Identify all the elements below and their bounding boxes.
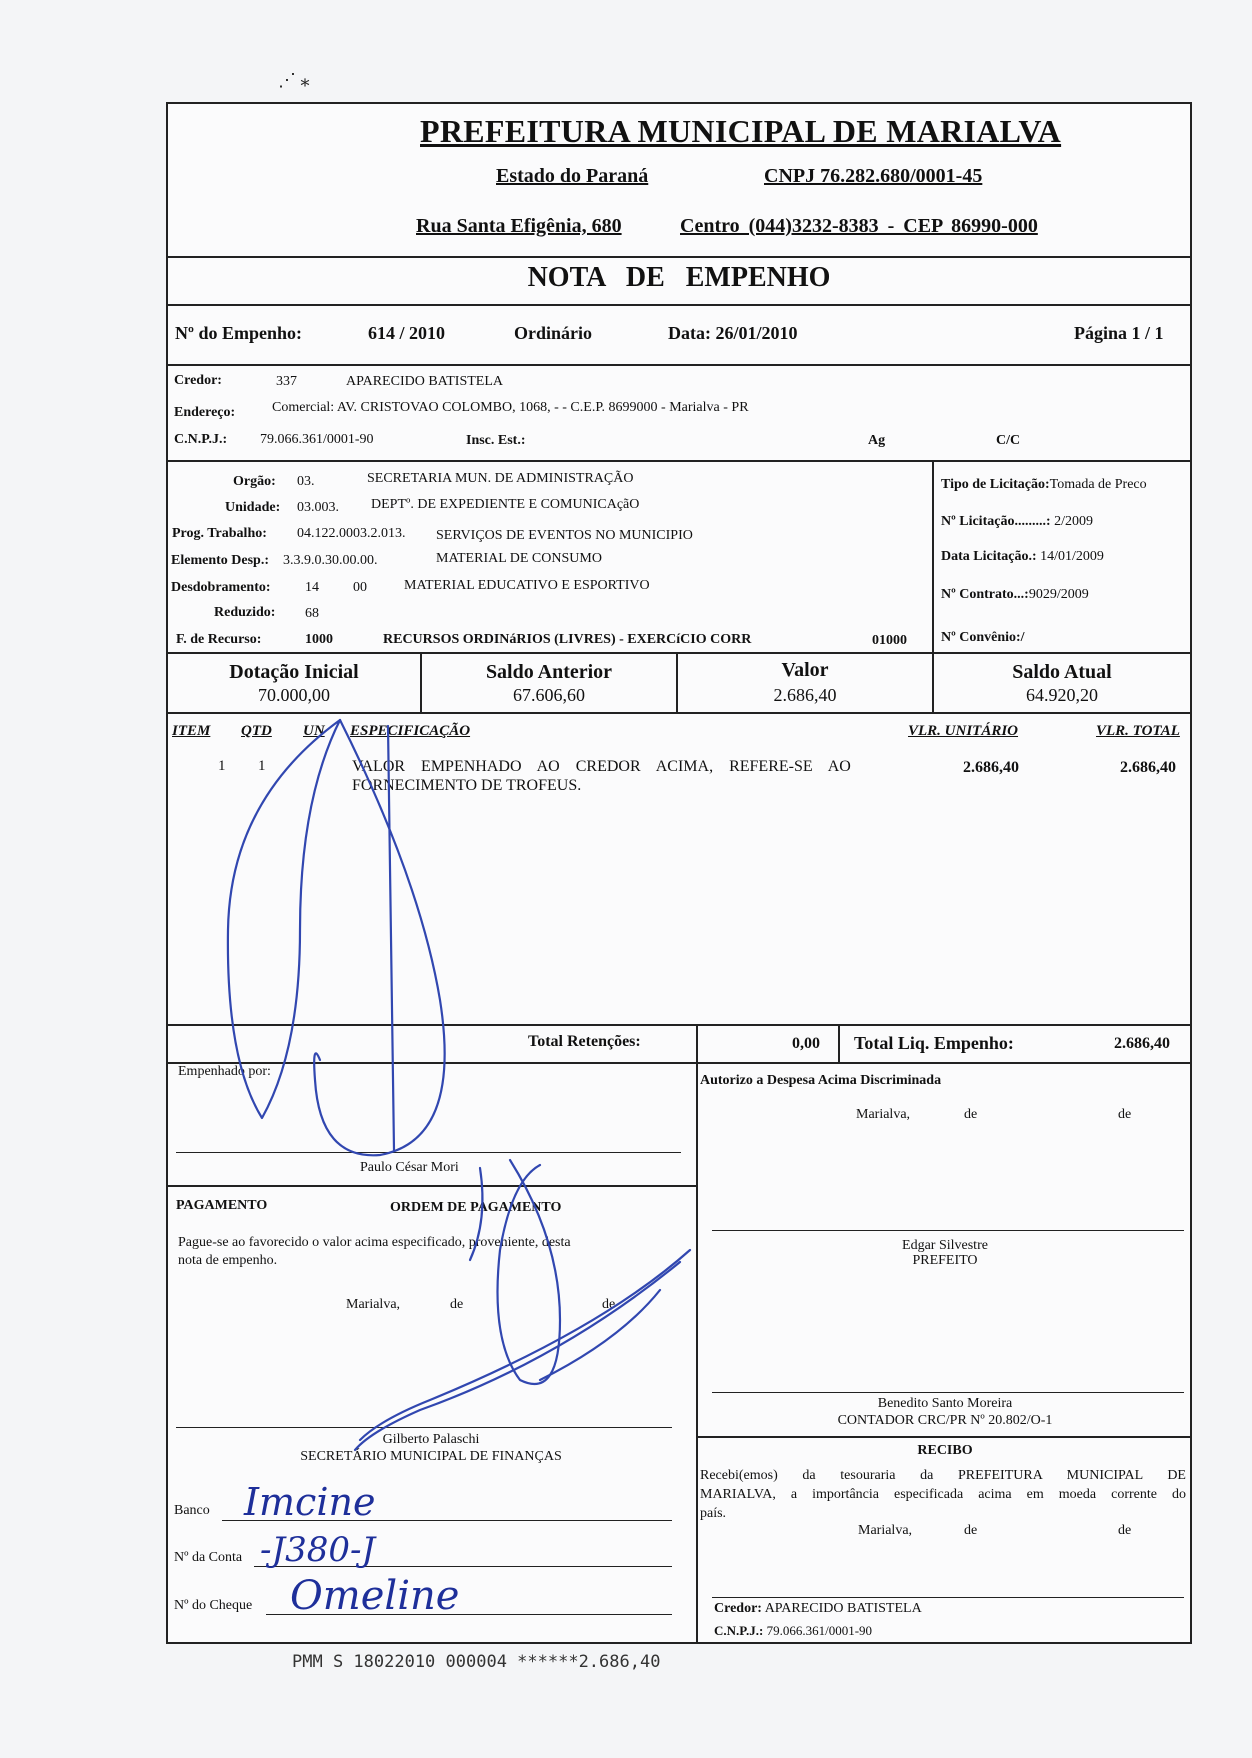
total-retencoes-label: Total Retenções:	[528, 1033, 641, 1050]
autorizo-de2: de	[1118, 1107, 1132, 1122]
col-especificacao: ESPECIFICAÇÃO	[350, 723, 471, 739]
mayor-name: Edgar Silvestre	[902, 1238, 988, 1253]
mayor-title: PREFEITO	[912, 1253, 978, 1268]
reduzido-label: Reduzido:	[214, 605, 276, 620]
recibo-de2: de	[1118, 1523, 1132, 1538]
recibo-text-line2: MARIALVA, a importância especificada acima em moeda corrente do	[700, 1487, 1186, 1502]
item-number: 1	[218, 758, 226, 774]
pagamento-de1: de	[450, 1297, 464, 1312]
recibo-label: RECIBO	[917, 1443, 973, 1458]
autorizo-de1: de	[964, 1107, 978, 1122]
empenhado-por-label: Empenhado por:	[178, 1064, 271, 1079]
total-liquido-value: 2.686,40	[1114, 1035, 1170, 1052]
orgao-label: Orgão:	[233, 474, 276, 489]
valor-label: Valor	[781, 659, 829, 681]
empenho-date: Data: 26/01/2010	[668, 323, 798, 343]
orgao-name: SECRETARIA MUN. DE ADMINISTRAÇÃO	[367, 471, 634, 486]
col-un: UN	[303, 723, 325, 739]
pagamento-de2: de	[602, 1297, 616, 1312]
saldo-anterior-label: Saldo Anterior	[485, 661, 613, 683]
recibo-de1: de	[964, 1523, 978, 1538]
empenho-number-label: Nº do Empenho:	[175, 323, 302, 343]
insc-est-label: Insc. Est.:	[466, 433, 526, 448]
dotacao-inicial-label: Dotação Inicial	[229, 661, 359, 683]
credor-cnpj: 79.066.361/0001-90	[260, 432, 374, 447]
recibo-place: Marialva,	[858, 1523, 913, 1538]
item-qtd: 1	[258, 758, 266, 774]
item-spec-line2: FORNECIMENTO DE TROFEUS.	[352, 777, 582, 794]
credor-name: APARECIDO BATISTELA	[346, 374, 503, 389]
saldo-atual-label: Saldo Atual	[1012, 661, 1112, 683]
document-title: NOTA DE EMPENHO	[527, 262, 831, 293]
saldo-anterior-value: 67.606,60	[513, 685, 585, 705]
prog-trabalho-code: 04.122.0003.2.013.	[297, 526, 406, 541]
recibo-credor: Credor: APARECIDO BATISTELA	[714, 1601, 922, 1616]
recibo-cnpj: C.N.P.J.: 79.066.361/0001-90	[714, 1623, 873, 1638]
saldo-atual-value: 64.920,20	[1026, 685, 1098, 705]
recurso-label: F. de Recurso:	[176, 632, 262, 647]
cheque-handwritten: Omeline	[290, 1573, 460, 1619]
cc-label: C/C	[996, 433, 1021, 448]
num-licitacao-label: Nº Licitação.........: 2/2009	[941, 514, 1093, 529]
endereco-label: Endereço:	[174, 405, 236, 420]
data-licitacao-label: Data Licitação.: 14/01/2009	[941, 549, 1104, 564]
item-unit-value: 2.686,40	[963, 759, 1019, 776]
contrato-label: Nº Contrato...:9029/2009	[941, 587, 1089, 602]
contact-label: Centro (044)3232-8383 - CEP 86990-000	[680, 215, 1038, 237]
cnpj-label: CNPJ 76.282.680/0001-45	[764, 165, 983, 187]
total-liquido-label: Total Liq. Empenho:	[854, 1033, 1014, 1053]
unidade-code: 03.003.	[297, 500, 339, 515]
recurso-name: RECURSOS ORDINáRIOS (LIVRES) - EXERCíCIO CORR	[383, 632, 752, 647]
credor-code: 337	[276, 374, 297, 389]
reduzido-value: 68	[305, 606, 319, 621]
state-label: Estado do Paraná	[496, 165, 649, 187]
contador-name: Benedito Santo Moreira	[877, 1396, 1013, 1411]
banco-label: Banco	[174, 1503, 210, 1518]
page-number: Página 1 / 1	[1074, 323, 1164, 343]
contador-title: CONTADOR CRC/PR Nº 20.802/O-1	[837, 1413, 1053, 1428]
elemento-name: MATERIAL DE CONSUMO	[436, 551, 602, 566]
elemento-code: 3.3.9.0.30.00.00.	[283, 553, 378, 568]
pagamento-place: Marialva,	[346, 1297, 401, 1312]
convenio-label: Nº Convênio:/	[941, 630, 1025, 645]
unidade-name: DEPTº. DE EXPEDIENTE E COMUNICAçãO	[371, 497, 640, 512]
page-title: PREFEITURA MUNICIPAL DE MARIALVA	[420, 113, 1062, 149]
print-stamp: PMM S 18022010 000004 ******2.686,40	[292, 1652, 661, 1672]
col-qtd: QTD	[241, 723, 272, 739]
cnpj-label-credor: C.N.P.J.:	[174, 432, 228, 447]
tipo-licitacao-label: Tipo de Licitação:Tomada de Preco	[941, 477, 1147, 492]
ordem-pagamento-label: ORDEM DE PAGAMENTO	[390, 1200, 562, 1215]
prog-trabalho-name: SERVIÇOS DE EVENTOS NO MUNICIPIO	[436, 528, 693, 543]
scan-mark: ⋰ ⁎	[278, 70, 310, 90]
credor-label: Credor:	[174, 373, 222, 388]
ag-label: Ag	[868, 433, 886, 448]
elemento-label: Elemento Desp.:	[171, 553, 269, 568]
empenhado-por-name: Paulo César Mori	[360, 1160, 459, 1175]
empenho-number: 614 / 2010	[368, 323, 446, 343]
total-retencoes-value: 0,00	[792, 1035, 820, 1052]
cheque-label: Nº do Cheque	[174, 1598, 253, 1613]
empenho-type: Ordinário	[514, 323, 593, 343]
banco-handwritten: Imcine	[244, 1480, 376, 1524]
item-spec-line1: VALOR EMPENHADO AO CREDOR ACIMA, REFERE-SE AO	[352, 758, 851, 775]
dotacao-inicial-value: 70.000,00	[258, 685, 330, 705]
unidade-label: Unidade:	[225, 500, 281, 515]
pagamento-label: PAGAMENTO	[176, 1198, 268, 1213]
recibo-text-line1: Recebi(emos) da tesouraria da PREFEITURA MUNICIPAL DE	[700, 1468, 1186, 1483]
item-total-value: 2.686,40	[1120, 759, 1176, 776]
desdobramento-code2: 00	[353, 580, 367, 595]
col-vlr-unitario: VLR. UNITÁRIO	[908, 723, 1019, 739]
conta-label: Nº da Conta	[174, 1550, 243, 1565]
col-vlr-total: VLR. TOTAL	[1096, 723, 1180, 739]
address-label: Rua Santa Efigênia, 680	[416, 215, 622, 237]
pagamento-text-line2: nota de empenho.	[178, 1253, 278, 1268]
orgao-code: 03.	[297, 474, 315, 489]
desdobramento-label: Desdobramento:	[171, 580, 271, 595]
conta-handwritten: -J380-J	[260, 1530, 376, 1570]
secretario-title: SECRETÁRIO MUNICIPAL DE FINANÇAS	[300, 1449, 562, 1464]
desdobramento-name: MATERIAL EDUCATIVO E ESPORTIVO	[404, 578, 650, 593]
secretario-name: Gilberto Palaschi	[382, 1432, 480, 1447]
pagamento-text-line1: Pague-se ao favorecido o valor acima especificado, proveniente, desta	[178, 1235, 571, 1250]
valor-value: 2.686,40	[773, 685, 837, 705]
autorizo-label: Autorizo a Despesa Acima Discriminada	[700, 1073, 942, 1088]
credor-address: Comercial: AV. CRISTOVAO COLOMBO, 1068, - - C.E.P. 8699000 - Marialva - PR	[272, 400, 749, 415]
recurso-code: 1000	[305, 632, 333, 647]
recurso-code2: 01000	[872, 633, 907, 648]
prog-trabalho-label: Prog. Trabalho:	[172, 526, 267, 541]
autorizo-place: Marialva,	[856, 1107, 911, 1122]
col-item: ITEM	[172, 723, 211, 739]
recibo-text-line3: país.	[700, 1506, 727, 1521]
desdobramento-code1: 14	[305, 580, 319, 595]
